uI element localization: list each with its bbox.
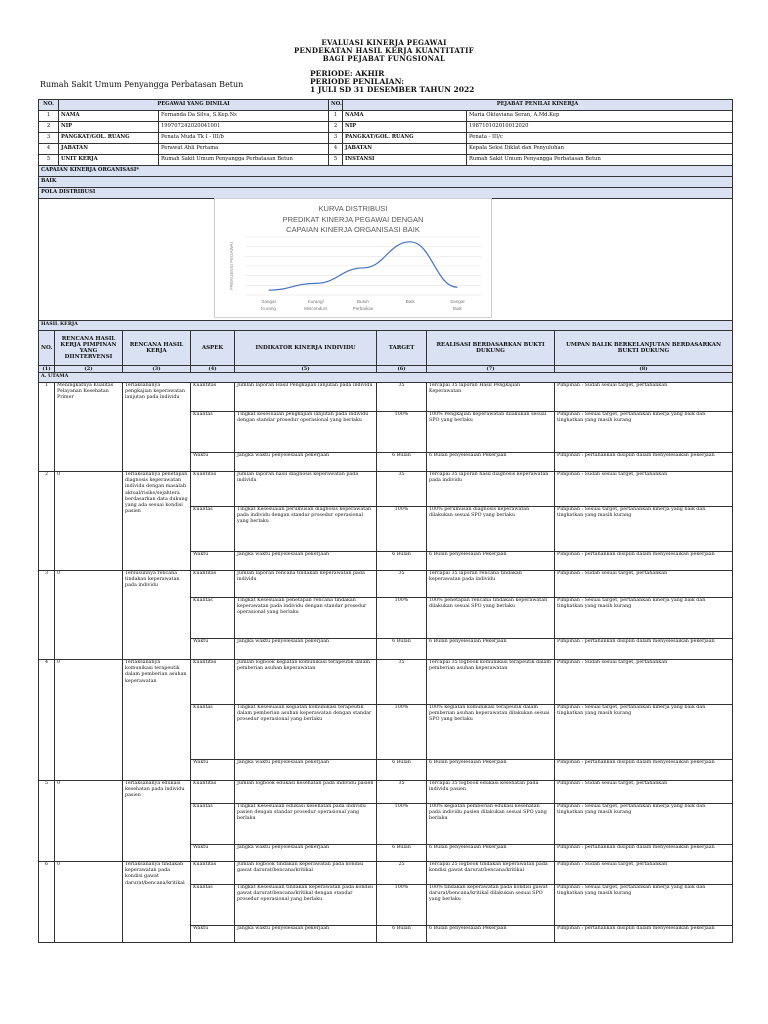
item-target: 100%	[377, 885, 427, 926]
item-aspek: Kualitas	[191, 412, 235, 453]
item-rhk-pimpinan: 0	[55, 781, 123, 862]
chart-title: KURVA DISTRIBUSI	[318, 204, 388, 213]
item-umpan-balik: Pimpinan : Sudah sesuai target, pertahankan	[555, 472, 733, 507]
item-indikator: Tingkat Kesesuaian kegiatan komunikasi terapeutik dalam pemberian asuhan keperawatan dengan standar prosedur operasional yang berlaku	[235, 705, 377, 760]
item-umpan-balik: Pimpinan : Sesuai target, pertahankan kinerja yang baik dan tingkatkan yang masih kurang	[555, 705, 733, 760]
item-aspek: Waktu	[191, 639, 235, 660]
penilai-field-label: PANGKAT/GOL. RUANG	[343, 133, 467, 144]
item-target: 100%	[377, 705, 427, 760]
no-header: NO.	[39, 100, 59, 111]
item-rhk-pimpinan: Meningkatnya Kualitas Pelayanan Kesehatan Primer	[55, 383, 123, 472]
chart-tick-label: Baik	[405, 299, 415, 304]
doc-title-3: BAGI PEJABAT FUNGSIONAL	[322, 54, 446, 63]
item-umpan-balik: Pimpinan : Sudah sesuai target, pertahankan	[555, 383, 733, 412]
item-rhk: Terlaksananya pengkajian keperawatan lanjutan pada individu	[123, 383, 191, 472]
item-target: 100%	[377, 507, 427, 552]
item-indikator: Jangka waktu penyelesaian pekerjaan	[235, 639, 377, 660]
item-umpan-balik: Pimpinan : Sesuai target, pertahankan kinerja yang baik dan tingkatkan yang masih kurang	[555, 412, 733, 453]
item-aspek: Kuantitas	[191, 472, 235, 507]
pegawai-field-label: NIP	[59, 122, 159, 133]
item-umpan-balik: Pimpinan : Sesuai target, pertahankan kinerja yang baik dan tingkatkan yang masih kurang	[555, 804, 733, 845]
pegawai-no: 4	[39, 144, 59, 155]
item-indikator: Tingkat Kesesuaian tindakan keperawatan pada kondisi gawat darurat/bencana/kritikal dengan standar prosedur operasional yang berlaku	[235, 885, 377, 926]
item-target: 6 Bulan	[377, 926, 427, 943]
pegawai-row	[39, 133, 733, 144]
pola-distribusi-label: POLA DISTRIBUSI	[39, 188, 733, 199]
penilai-field-label: INSTANSI	[343, 155, 467, 166]
item-aspek: Waktu	[191, 760, 235, 781]
item-target: 25	[377, 862, 427, 885]
item-realisasi: Tercapai 35 laporan Hasil Pengkajian Keperawatan	[427, 383, 555, 412]
item-target: 100%	[377, 804, 427, 845]
item-no: 5	[39, 781, 55, 862]
doc-title-1: EVALUASI KINERJA PEGAWAI	[321, 38, 447, 47]
pegawai-field-value: Rumah Sakit Umum Penyangga Perbatasan Betun	[159, 155, 329, 166]
item-indikator: Jangka waktu penyelesaian pekerjaan	[235, 845, 377, 862]
penilai-no: 5	[329, 155, 343, 166]
chart-tick-label: Butuh	[356, 299, 370, 304]
penilai-field-value: 198710102010012020	[467, 122, 733, 133]
item-realisasi: 6 Bulan penyelesaian Pekerjaan	[427, 845, 555, 862]
pegawai-no: 2	[39, 122, 59, 133]
item-aspek: Kualitas	[191, 804, 235, 845]
penilai-field-value: Penata - III/c	[467, 133, 733, 144]
item-rhk-pimpinan: 0	[55, 660, 123, 781]
item-umpan-balik: Pimpinan : Sesuai target, pertahankan kinerja yang baik dan tingkatkan yang masih kurang	[555, 885, 733, 926]
item-realisasi: Tercapai 35 laporan rencana tindakan keperawatan pada individu	[427, 571, 555, 598]
utama-row	[39, 373, 733, 383]
item-target: 6 Bulan	[377, 639, 427, 660]
periode-label: PERIODE PENILAIAN:	[310, 77, 404, 86]
item-indikator: Jumlah laporan Hasil Pengkajian lanjutan pada individu	[235, 383, 377, 412]
item-no: 2	[39, 472, 55, 571]
item-realisasi: 6 Bulan penyelesaian Pekerjaan	[427, 760, 555, 781]
no-header-2: NO.	[329, 100, 343, 111]
colnum: (5)	[235, 366, 377, 373]
periode: PERIODE: AKHIR	[310, 69, 385, 78]
capaian-label-row	[39, 166, 733, 177]
hasil-kerja-section-row	[39, 321, 733, 331]
item-realisasi: 100% kegiatan komunikasi terapeutik dalam pemberian asuhan keperawatan dilakukan sesuai SPO yang berlaku	[427, 705, 555, 760]
header-umpan: UMPAN BALIK BERKELANJUTAN BERDASARKAN BUKTI DUKUNG	[555, 331, 733, 366]
penilai-no: 1	[329, 111, 343, 122]
item-umpan-balik: Pimpinan : pertahankan disiplin dalam menyelesaikan pekerjaan	[555, 552, 733, 571]
item-realisasi: 6 Bulan penyelesaian Pekerjaan	[427, 926, 555, 943]
item-indikator: Jumlah logbook edukasi kesehatan pada individu pasien	[235, 781, 377, 804]
item-rhk: Terlaksananya edukasi kesehatan pada individu pasien	[123, 781, 191, 862]
item-indikator: Jangka waktu penyelesaian pekerjaan	[235, 453, 377, 472]
chart-tick-label-line2: Misconduct	[304, 306, 328, 311]
item-realisasi: Tercapai 25 logbook tindakan keperawatan pada kondisi gawat darurat/bencana/kritikal	[427, 862, 555, 885]
header-aspek: ASPEK	[191, 331, 235, 366]
pola-distribusi-label-row	[39, 188, 733, 199]
item-rhk: Terlaksananya penetapan diagnosis keperawatan individu dengan masalah aktual/risiko/sejahtera berdasarkan data dukung yang ada sesuai kondisi pasien	[123, 472, 191, 571]
colnum: (3)	[123, 366, 191, 373]
item-target: 35	[377, 660, 427, 705]
hasil-kerja-row	[39, 383, 733, 412]
item-target: 35	[377, 781, 427, 804]
pegawai-row	[39, 155, 733, 166]
item-realisasi: 100% tindakan keperawatan pada kondisi gawat darurat/bencana/kritikal dilakukan sesuai SPO yang berlaku	[427, 885, 555, 926]
item-umpan-balik: Pimpinan : Sudah sesuai target, pertahankan	[555, 571, 733, 598]
penilai-no: 3	[329, 133, 343, 144]
pegawai-field-label: PANGKAT/GOL. RUANG	[59, 133, 159, 144]
item-no: 3	[39, 571, 55, 660]
pegawai-row	[39, 144, 733, 155]
chart-tick-label: Sangat	[450, 299, 465, 304]
pegawai-no: 5	[39, 155, 59, 166]
dinilai-header: PEGAWAI YANG DINILAI	[59, 100, 329, 111]
item-aspek: Kuantitas	[191, 383, 235, 412]
capaian-label: CAPAIAN KINERJA ORGANISASI*	[39, 166, 733, 177]
item-indikator: Tingkat kesesuaian pengkajian lanjutan pada individu dengan standar prosedur operasional yang berlaku	[235, 412, 377, 453]
item-aspek: Kualitas	[191, 885, 235, 926]
penilai-no: 2	[329, 122, 343, 133]
item-aspek: Kualitas	[191, 507, 235, 552]
item-no: 1	[39, 383, 55, 472]
item-target: 6 Bulan	[377, 552, 427, 571]
capaian-value: BAIK	[39, 177, 733, 188]
item-target: 35	[377, 571, 427, 598]
item-aspek: Waktu	[191, 552, 235, 571]
penilai-field-value: Rumah Sakit Umum Penyangga Perbatasan Betun	[467, 155, 733, 166]
item-realisasi: 100% Pengkajian keperawatan dilakukan sesuai SPO yang berlaku	[427, 412, 555, 453]
pegawai-no: 1	[39, 111, 59, 122]
capaian-value-row	[39, 177, 733, 188]
hasil-kerja-row	[39, 862, 733, 885]
header-target: TARGET	[377, 331, 427, 366]
item-indikator: Jumlah logbook tindakan keperawatan pada kondisi gawat darurat/bencana/kritikal	[235, 862, 377, 885]
item-target: 6 Bulan	[377, 453, 427, 472]
chart-svg	[215, 199, 491, 317]
item-rhk-pimpinan: 0	[55, 472, 123, 571]
item-aspek: Waktu	[191, 926, 235, 943]
pegawai-field-label: NAMA	[59, 111, 159, 122]
chart-tick-label-line2: Baik	[452, 306, 462, 311]
hasil-kerja-row	[39, 781, 733, 804]
item-target: 100%	[377, 598, 427, 639]
pegawai-no: 3	[39, 133, 59, 144]
pegawai-field-label: JABATAN	[59, 144, 159, 155]
pegawai-field-label: UNIT KERJA	[59, 155, 159, 166]
item-umpan-balik: Pimpinan : Sesuai target, pertahankan kinerja yang baik dan tingkatkan yang masih kurang	[555, 507, 733, 552]
item-indikator: Tingkat Kesesuaian edukasi kesehatan pada individu pasien dengan standar prosedur operasional yang berlaku	[235, 804, 377, 845]
chart-tick-label: Kurang/	[307, 299, 324, 304]
chart-ylabel: FREKUENSI PEGAWAI	[229, 242, 234, 290]
penilai-field-label: JABATAN	[343, 144, 467, 155]
chart-subtitle-1: PREDIKAT KINERJA PEGAWAI DENGAN	[282, 215, 424, 224]
pegawai-row	[39, 111, 733, 122]
item-realisasi: 100% penetapan rencana tindakan keperawatan dilakukan sesuai SPO yang berlaku	[427, 598, 555, 639]
item-umpan-balik: Pimpinan : Sudah sesuai target, pertahankan	[555, 781, 733, 804]
item-indikator: Jumlah laporan hasil diagnosis keperawatan pada individu	[235, 472, 377, 507]
chart-tick-label-line2: Perbaikan	[352, 306, 374, 311]
item-aspek: Kualitas	[191, 705, 235, 760]
penilai-header: PEJABAT PENILAI KINERJA	[343, 100, 733, 111]
penilai-field-value: Maria Oktaviana Seran, A.Md.Kep	[467, 111, 733, 122]
pegawai-header-row	[39, 100, 733, 111]
doc-title-2: PENDEKATAN HASIL KERJA KUANTITATIF	[293, 46, 475, 55]
header-realisasi: REALISASI BERDASARKAN BUKTI DUKUNG	[427, 331, 555, 366]
item-realisasi: 6 Bulan penyelesaian Pekerjaan	[427, 552, 555, 571]
penilai-no: 4	[329, 144, 343, 155]
item-umpan-balik: Pimpinan : pertahankan disiplin dalam menyelesaikan pekerjaan	[555, 760, 733, 781]
item-aspek: Waktu	[191, 453, 235, 472]
item-realisasi: Tercapai 35 logbook edukasi kesehatan pada individu pasien	[427, 781, 555, 804]
hasil-kerja-body	[39, 321, 733, 943]
item-no: 4	[39, 660, 55, 781]
item-target: 6 Bulan	[377, 760, 427, 781]
header-rhk: RENCANA HASIL KERJA	[123, 331, 191, 366]
chart-tick-label: Sangat	[261, 299, 276, 304]
item-umpan-balik: Pimpinan : Sudah sesuai target, pertahankan	[555, 862, 733, 885]
item-realisasi: 6 Bulan penyelesaian Pekerjaan	[427, 639, 555, 660]
item-indikator: Jangka waktu penyelesaian pekerjaan	[235, 760, 377, 781]
utama-label: A. UTAMA	[39, 373, 733, 383]
item-target: 100%	[377, 412, 427, 453]
item-realisasi: Tercapai 35 laporan hasil diagnosis keperawatan pada individu	[427, 472, 555, 507]
item-indikator: Jangka waktu penyelesaian pekerjaan	[235, 926, 377, 943]
item-umpan-balik: Pimpinan : pertahankan disiplin dalam menyelesaikan pekerjaan	[555, 926, 733, 943]
item-realisasi: 6 Bulan penyelesaian Pekerjaan	[427, 453, 555, 472]
item-indikator: Tingkat Kesesuaian perumusan diagnosis keperawatan pada individu dengan standar prosedur operasional yang berlaku	[235, 507, 377, 552]
item-target: 35	[377, 472, 427, 507]
item-rhk-pimpinan: 0	[55, 571, 123, 660]
item-realisasi: 100% kegiatan pemberian edukasi kesehatan pada individu pasien dilakukan sesuai SPO yang berlaku	[427, 804, 555, 845]
item-target: 6 Bulan	[377, 845, 427, 862]
hasil-kerja-row	[39, 472, 733, 507]
item-aspek: Kuantitas	[191, 571, 235, 598]
item-umpan-balik: Pimpinan : Sesuai target, pertahankan kinerja yang baik dan tingkatkan yang masih kurang	[555, 598, 733, 639]
item-aspek: Kuantitas	[191, 660, 235, 705]
colnum: (6)	[377, 366, 427, 373]
item-realisasi: 100% perumusan diagnosis keperawatan dilakukan sesuai SPO yang berlaku	[427, 507, 555, 552]
chart-tick-label-line2: Kurang	[261, 306, 277, 311]
item-indikator: Tingkat Kesesuaian penetapan rencana tindakan keperawatan pada individu dengan standar prosedur operasional yang berlaku	[235, 598, 377, 639]
item-rhk: Terlaksananya tindakan keperawatan pada kondisi gawat darurat/bencana/kritikal	[123, 862, 191, 943]
item-target: 35	[377, 383, 427, 412]
pegawai-field-value: Penata Muda Tk I - III/b	[159, 133, 329, 144]
hospital-name: Rumah Sakit Umum Penyangga Perbatasan Betun	[40, 80, 244, 89]
item-rhk: Terlaksananya komunikasi terapeutik dalam pemberian asuhan keperawatan	[123, 660, 191, 781]
colnum-row	[39, 366, 733, 373]
chart-subtitle-2: CAPAIAN KINERJA ORGANISASI BAIK	[286, 225, 420, 234]
distribution-chart	[214, 198, 492, 318]
item-umpan-balik: Pimpinan : pertahankan disiplin dalam menyelesaikan pekerjaan	[555, 453, 733, 472]
hasil-kerja-row	[39, 660, 733, 705]
item-indikator: Jumlah laporan rencana tindakan keperawatan pada individu	[235, 571, 377, 598]
colnum: (7)	[427, 366, 555, 373]
item-umpan-balik: Pimpinan : Sudah sesuai target, pertahankan	[555, 660, 733, 705]
penilai-field-label: NIP	[343, 122, 467, 133]
item-aspek: Kuantitas	[191, 781, 235, 804]
hasil-kerja-label: HASIL KERJA	[39, 321, 733, 331]
item-aspek: Waktu	[191, 845, 235, 862]
colnum: (1)	[39, 366, 55, 373]
item-rhk-pimpinan: 0	[55, 862, 123, 943]
pegawai-row	[39, 122, 733, 133]
item-aspek: Kuantitas	[191, 862, 235, 885]
item-indikator: Jumlah logbook kegiatan komunikasi terapeutik dalam pemberian asuhan keperawatan	[235, 660, 377, 705]
item-umpan-balik: Pimpinan : pertahankan disiplin dalam menyelesaikan pekerjaan	[555, 639, 733, 660]
item-no: 6	[39, 862, 55, 943]
periode-value: 1 JULI SD 31 DESEMBER TAHUN 2022	[310, 85, 475, 94]
header-no: NO.	[39, 331, 55, 366]
hasil-kerja-header-row	[39, 331, 733, 366]
hasil-kerja-table	[38, 320, 733, 943]
pegawai-field-value: Fernanda Da Silva, S.Kep.Ns	[159, 111, 329, 122]
item-umpan-balik: Pimpinan : pertahankan disiplin dalam menyelesaikan pekerjaan	[555, 845, 733, 862]
header-indikator: INDIKATOR KINERJA INDIVIDU	[235, 331, 377, 366]
colnum: (2)	[55, 366, 123, 373]
hasil-kerja-row	[39, 571, 733, 598]
header-rhk-pimpinan: RENCANA HASIL KERJA PIMPINAN YANG DIINTERVENSI	[55, 331, 123, 366]
pegawai-field-value: 199707242020041001	[159, 122, 329, 133]
colnum: (8)	[555, 366, 733, 373]
penilai-field-value: Kepala Seksi Diklat dan Penyuluhan	[467, 144, 733, 155]
item-indikator: Jangka waktu penyelesaian pekerjaan	[235, 552, 377, 571]
penilai-field-label: NAMA	[343, 111, 467, 122]
colnum: (4)	[191, 366, 235, 373]
pegawai-field-value: Perawat Ahli Pertama	[159, 144, 329, 155]
item-realisasi: Tercapai 35 logbook komunikasi terapeutik dalam pemberian asuhan keperawatan	[427, 660, 555, 705]
item-rhk: Tersusunnya rencana tindakan keperawatan pada individu	[123, 571, 191, 660]
item-aspek: Kualitas	[191, 598, 235, 639]
